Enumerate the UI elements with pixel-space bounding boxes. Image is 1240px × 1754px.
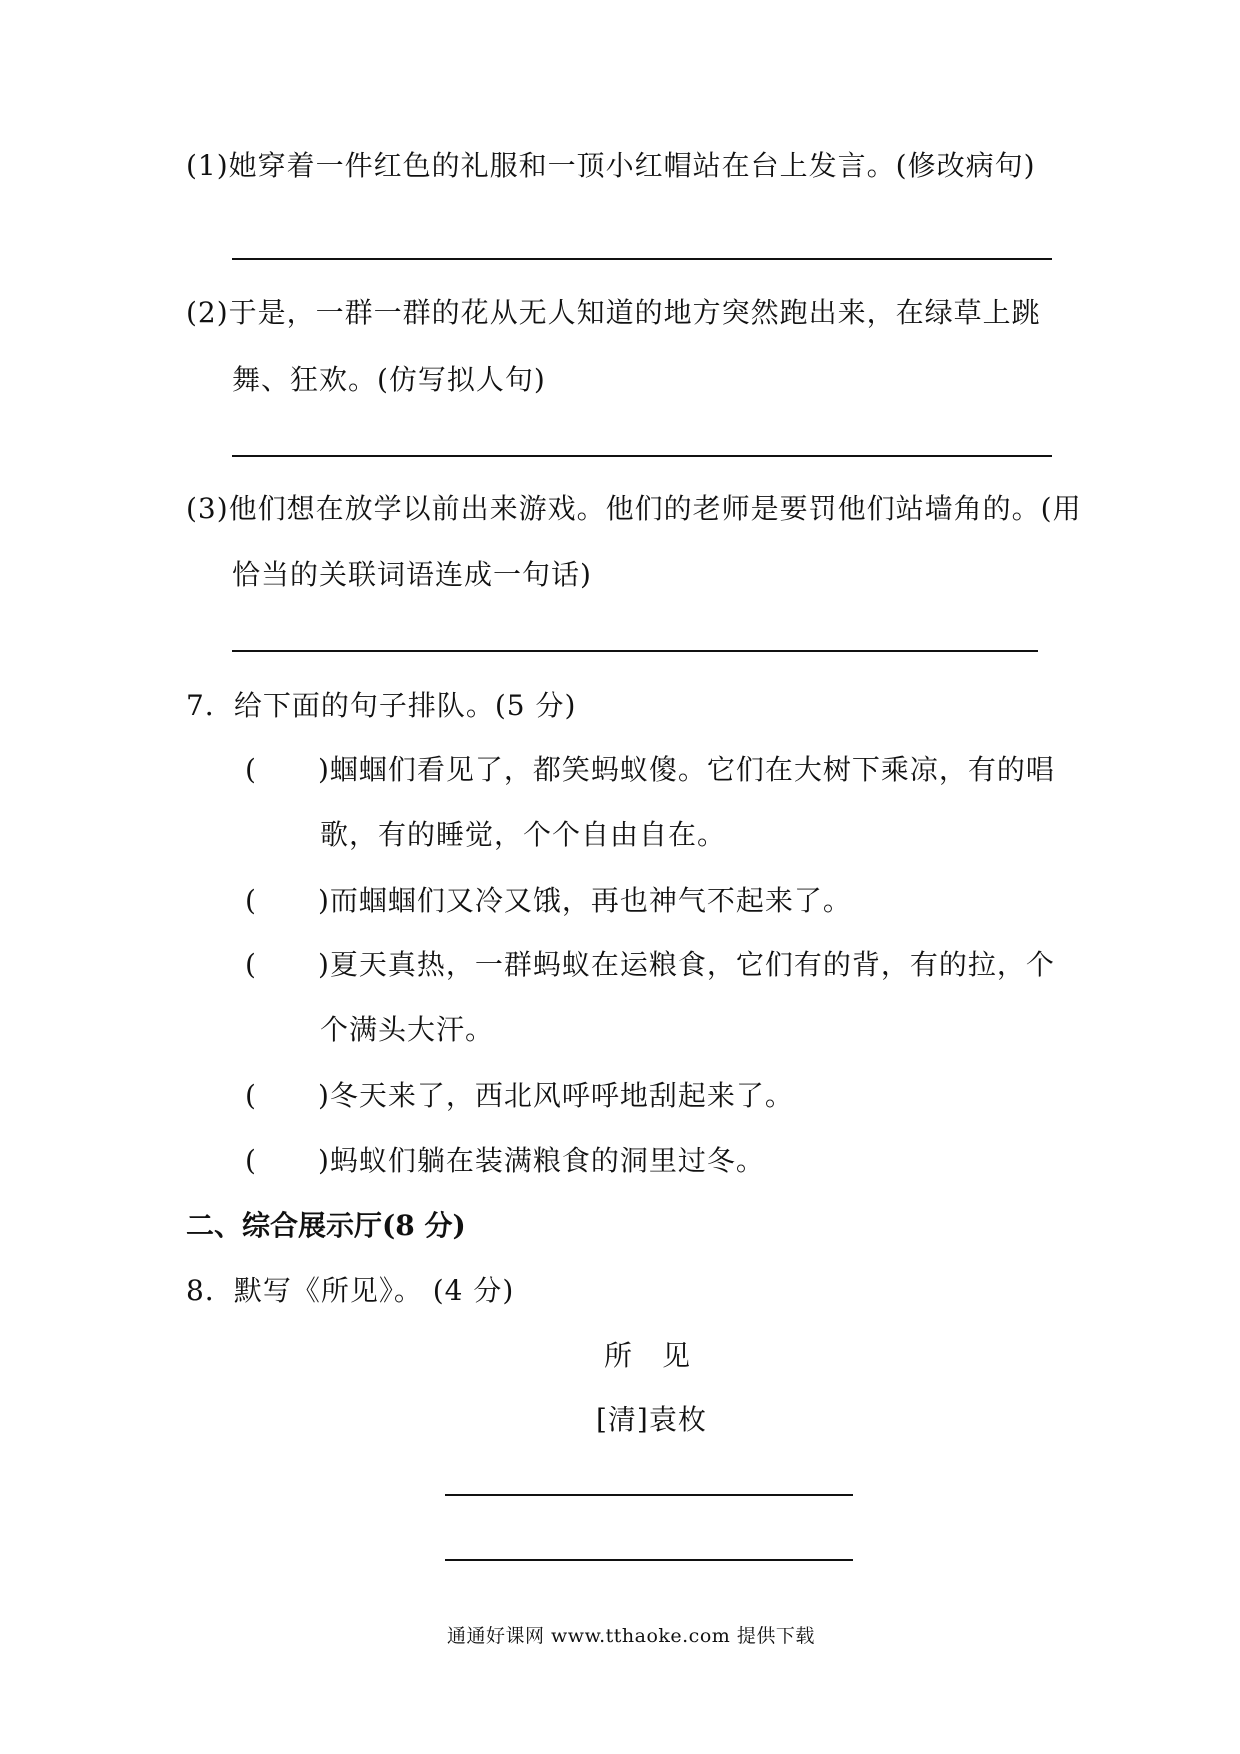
q7-item-3-line-1: )夏天真热，一群蚂蚁在运粮食，它们有的背，有的拉，个 xyxy=(318,948,1055,981)
q7-item-2-line-1: )而蝈蝈们又冷又饿，再也神气不起来了。 xyxy=(318,884,852,917)
order-paren-4[interactable]: ( xyxy=(245,1079,257,1112)
q7-item-1-line-1: )蝈蝈们看见了，都笑蚂蚁傻。它们在大树下乘凉，有的唱 xyxy=(318,753,1055,786)
q6-item-2-line-1: (2)于是，一群一群的花从无人知道的地方突然跑出来，在绿草上跳 xyxy=(186,296,1041,329)
order-paren-2[interactable]: ( xyxy=(245,884,257,917)
poem-title: 所 见 xyxy=(604,1339,692,1372)
q8-title: 8．默写《所见》。 (4 分) xyxy=(186,1274,515,1307)
q7-item-4-line-1: )冬天来了，西北风呼呼地刮起来了。 xyxy=(318,1079,794,1112)
q7-item-3-line-2: 个满头大汗。 xyxy=(320,1013,495,1046)
section-heading: 二、综合展示厅(8 分) xyxy=(186,1209,466,1242)
answer-line[interactable] xyxy=(445,1494,853,1496)
answer-line[interactable] xyxy=(232,258,1052,260)
answer-line[interactable] xyxy=(232,650,1038,652)
poem-author: [清]袁枚 xyxy=(596,1403,707,1436)
q7-title: 7．给下面的句子排队。(5 分) xyxy=(186,689,577,722)
q6-item-3-line-1: (3)他们想在放学以前出来游戏。他们的老师是要罚他们站墙角的。(用 xyxy=(186,492,1082,525)
answer-line[interactable] xyxy=(232,455,1052,457)
order-paren-1[interactable]: ( xyxy=(245,753,257,786)
q6-item-3-line-2: 恰当的关联词语连成一句话) xyxy=(232,558,592,591)
answer-line[interactable] xyxy=(445,1559,853,1561)
q7-item-1-line-2: 歌，有的睡觉，个个自由自在。 xyxy=(320,818,727,851)
footer-credit: 通通好课网 www.tthaoke.com 提供下载 xyxy=(447,1625,815,1647)
q7-item-5-line-1: )蚂蚁们躺在装满粮食的洞里过冬。 xyxy=(318,1144,765,1177)
order-paren-5[interactable]: ( xyxy=(245,1144,257,1177)
q6-item-2-line-2: 舞、狂欢。(仿写拟人句) xyxy=(232,363,546,396)
q6-item-1-line-1: (1)她穿着一件红色的礼服和一顶小红帽站在台上发言。(修改病句) xyxy=(186,149,1036,182)
order-paren-3[interactable]: ( xyxy=(245,948,257,981)
